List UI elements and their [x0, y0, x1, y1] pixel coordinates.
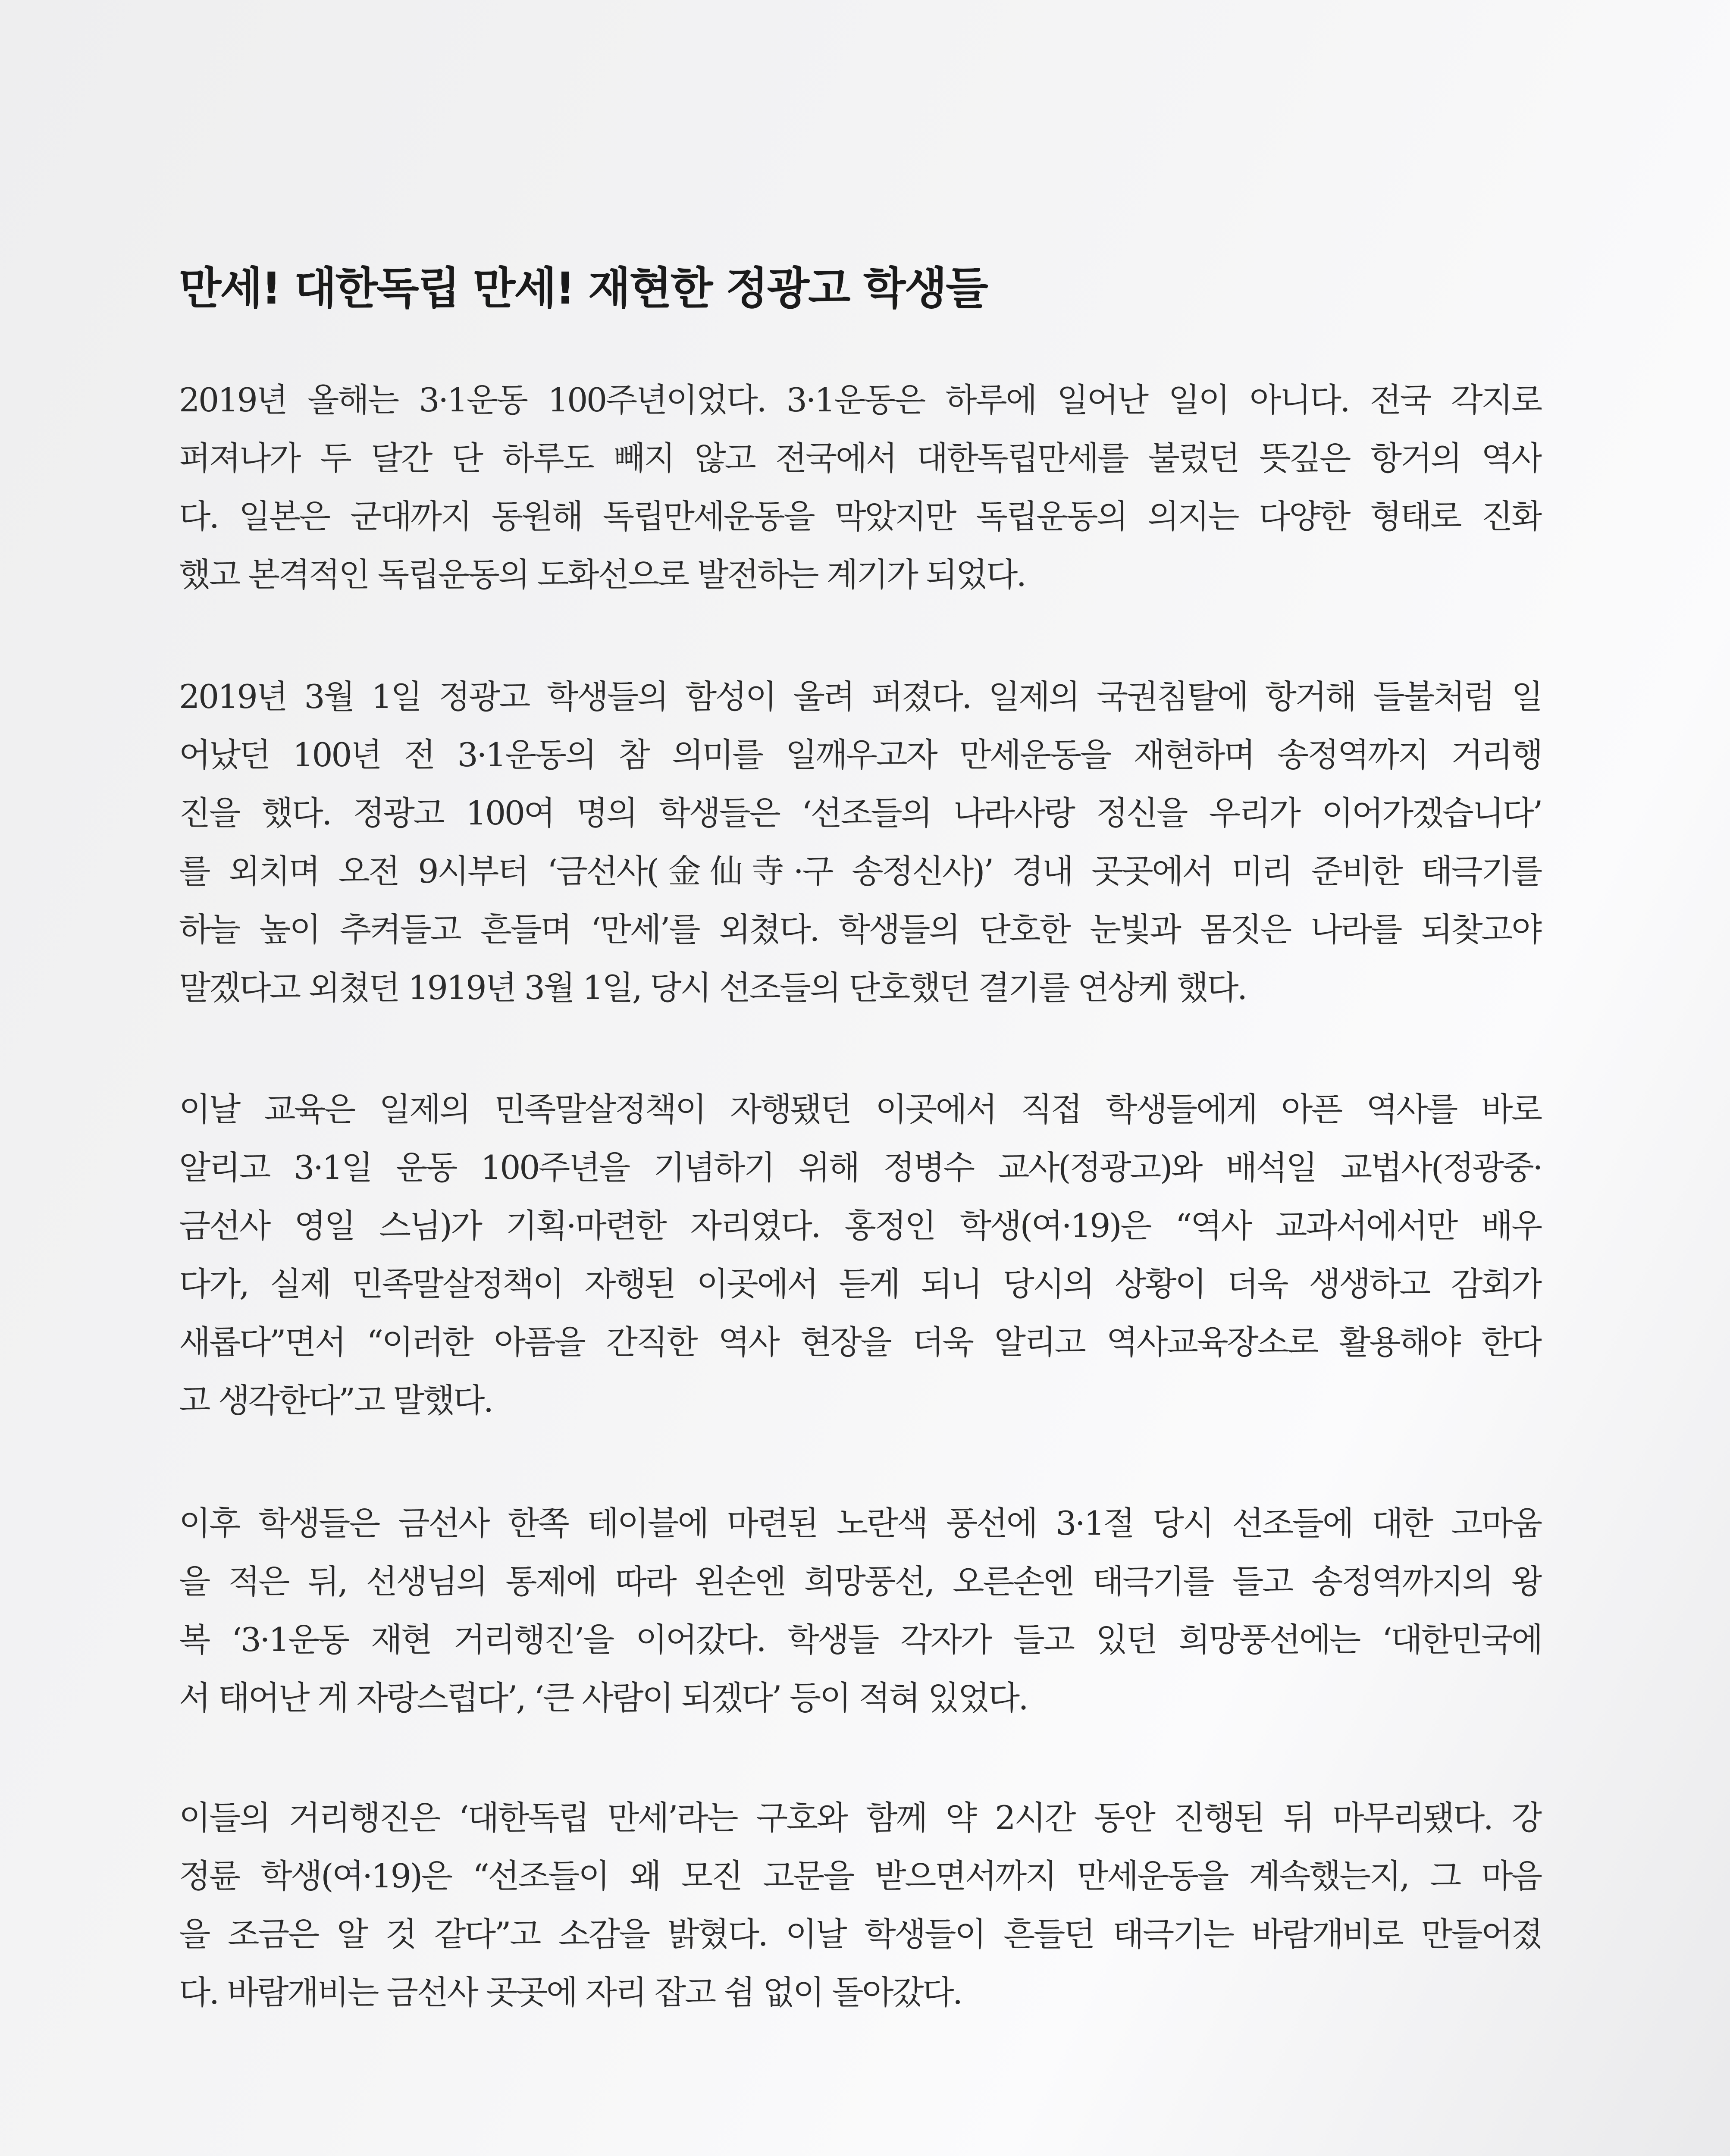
- paragraph-line: 을 조금은 알 것 같다”고 소감을 밝혔다. 이날 학생들이 흔들던 태극기는 바람개비로 만들어졌: [179, 1915, 1542, 1953]
- paragraph-line: 진을 했다. 정광고 100여 명의 학생들은 ‘선조들의 나라사랑 정신을 우리가 이어가겠습니다’: [179, 794, 1542, 832]
- paragraph-2: [179, 667, 1542, 1017]
- paragraph-line: 알리고 3·1일 운동 100주년을 기념하기 위해 정병수 교사(정광고)와 배석일 교법사(정광중·: [179, 1148, 1542, 1187]
- paragraph-line: 을 적은 뒤, 선생님의 통제에 따라 왼손엔 희망풍선, 오른손엔 태극기를 들고 송정역까지의 왕: [179, 1562, 1542, 1601]
- paragraph-5: [179, 1789, 1542, 2021]
- paragraph-line: 퍼져나가 두 달간 단 하루도 빼지 않고 전국에서 대한독립만세를 불렀던 뜻깊은 항거의 역사: [179, 439, 1542, 477]
- paragraph-line: 금선사 영일 스님)가 기획·마련한 자리였다. 홍정인 학생(여·19)은 “역사 교과서에서만 배우: [179, 1206, 1542, 1245]
- paragraph-line: 다. 바람개비는 금선사 곳곳에 자리 잡고 쉼 없이 돌아갔다.: [179, 1973, 962, 2012]
- paragraph-line: 하늘 높이 추켜들고 흔들며 ‘만세’를 외쳤다. 학생들의 단호한 눈빛과 몸짓은 나라를 되찾고야: [179, 910, 1542, 949]
- paragraph-line: 이들의 거리행진은 ‘대한독립 만세’라는 구호와 함께 약 2시간 동안 진행된 뒤 마무리됐다. 강: [179, 1799, 1542, 1837]
- article-title: 만세! 대한독립 만세! 재현한 정광고 학생들: [179, 263, 987, 314]
- paragraph-line: 이후 학생들은 금선사 한쪽 테이블에 마련된 노란색 풍선에 3·1절 당시 선조들에 대한 고마움: [179, 1504, 1542, 1542]
- paragraph-line: 정륜 학생(여·19)은 “선조들이 왜 모진 고문을 받으면서까지 만세운동을 계속했는지, 그 마음: [179, 1857, 1542, 1895]
- article: [179, 259, 1542, 2012]
- paragraph-line: 다. 일본은 군대까지 동원해 독립만세운동을 막았지만 독립운동의 의지는 다양한 형태로 진화: [179, 497, 1542, 536]
- paragraph-line: 새롭다”면서 “이러한 아픔을 간직한 역사 현장을 더욱 알리고 역사교육장소로 활용해야 한다: [179, 1323, 1542, 1361]
- paragraph-line: 2019년 3월 1일 정광고 학생들의 함성이 울려 퍼졌다. 일제의 국권침탈에 항거해 들불처럼 일: [179, 677, 1542, 716]
- paragraph-3: [179, 1080, 1542, 1429]
- paragraph-line: 말겠다고 외쳤던 1919년 3월 1일, 당시 선조들의 단호했던 결기를 연상케 했다.: [179, 968, 1246, 1007]
- paragraph-line: 를 외치며 오전 9시부터 ‘금선사(金仙寺·구 송정신사)’ 경내 곳곳에서 미리 준비한 태극기를: [179, 852, 1542, 890]
- paragraph-line: 고 생각한다”고 말했다.: [179, 1381, 492, 1420]
- paragraph-1: [179, 371, 1542, 604]
- paragraph-line: 복 ‘3·1운동 재현 거리행진’을 이어갔다. 학생들 각자가 들고 있던 희망풍선에는 ‘대한민국에: [179, 1620, 1542, 1659]
- paragraph-line: 다가, 실제 민족말살정책이 자행된 이곳에서 듣게 되니 당시의 상황이 더욱 생생하고 감회가: [179, 1265, 1542, 1303]
- paragraph-line: 이날 교육은 일제의 민족말살정책이 자행됐던 이곳에서 직접 학생들에게 아픈 역사를 바로: [179, 1090, 1542, 1128]
- paragraph-4: [179, 1494, 1542, 1727]
- paragraph-line: 했고 본격적인 독립운동의 도화선으로 발전하는 계기가 되었다.: [179, 555, 1025, 594]
- paragraph-line: 어났던 100년 전 3·1운동의 참 의미를 일깨우고자 만세운동을 재현하며 송정역까지 거리행: [179, 736, 1542, 774]
- paragraph-line: 서 태어난 게 자랑스럽다’, ‘큰 사람이 되겠다’ 등이 적혀 있었다.: [179, 1679, 1028, 1717]
- paragraph-line: 2019년 올해는 3·1운동 100주년이었다. 3·1운동은 하루에 일어난 일이 아니다. 전국 각지로: [179, 381, 1542, 419]
